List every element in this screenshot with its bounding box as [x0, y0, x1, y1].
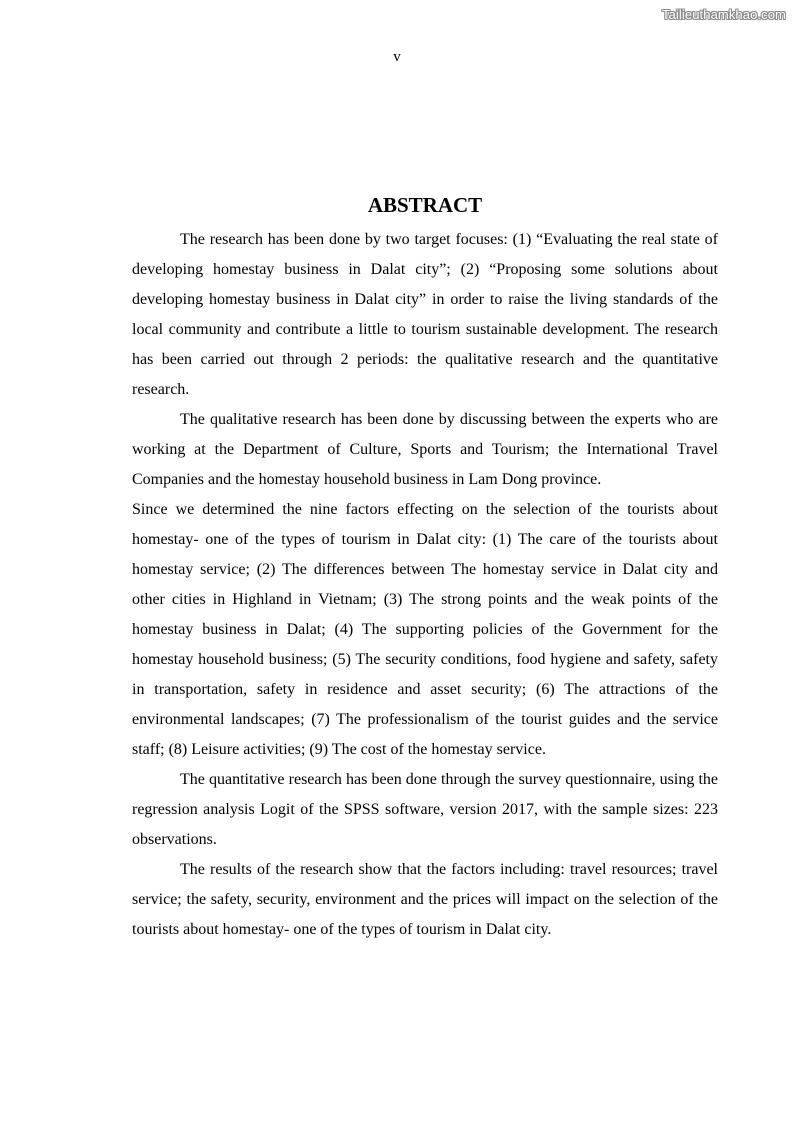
abstract-section: [132, 192, 718, 945]
paragraph-results: The results of the research show that the factors including: travel resources; travel service; the safety, security, environment and the prices will impact on the selection of the tourists about homestay- one of the types of tourism in Dalat city.: [132, 861, 718, 938]
paragraph-nine-factors: Since we determined the nine factors effecting on the selection of the tourists about homestay- one of the types of tourism in Dalat city: (1) The care of the tourists about homestay service; (2) The differences between The homestay service in Dalat city and other cities in Highland in Vietnam; (3) The strong points and the weak points of the homestay business in Dalat; (4) The supporting policies of the Government for the homestay household business; (5) The security conditions, food hygiene and safety, safety in transportation, safety in residence and asset security; (6) The attractions of the environmental landscapes; (7) The professionalism of the tourist guides and the service staff; (8) Leisure activities; (9) The cost of the homestay service.: [132, 501, 718, 758]
paragraph-qualitative: The qualitative research has been done by discussing between the experts who are working at the Department of Culture, Sports and Tourism; the International Travel Companies and the homestay household business in Lam Dong province.: [132, 411, 718, 488]
watermark-text: Tailieuthamkhao.com: [661, 7, 786, 22]
page-number-label: v: [393, 49, 401, 65]
paragraph-quantitative: The quantitative research has been done through the survey questionnaire, using the regression analysis Logit of the SPSS software, version 2017, with the sample sizes: 223 observations.: [132, 771, 718, 848]
page-number: [30, 49, 794, 66]
page-title: ABSTRACT: [367, 193, 483, 217]
paragraph-research-focus: The research has been done by two target focuses: (1) “Evaluating the real state of developing homestay business in Dalat city”; (2) “Proposing some solutions about developing homestay business in Dalat city” in order to raise the living standards of the local community and contribute a little to tourism sustainable development. The research has been carried out through 2 periods: the qualitative research and the quantitative research.: [132, 231, 718, 398]
